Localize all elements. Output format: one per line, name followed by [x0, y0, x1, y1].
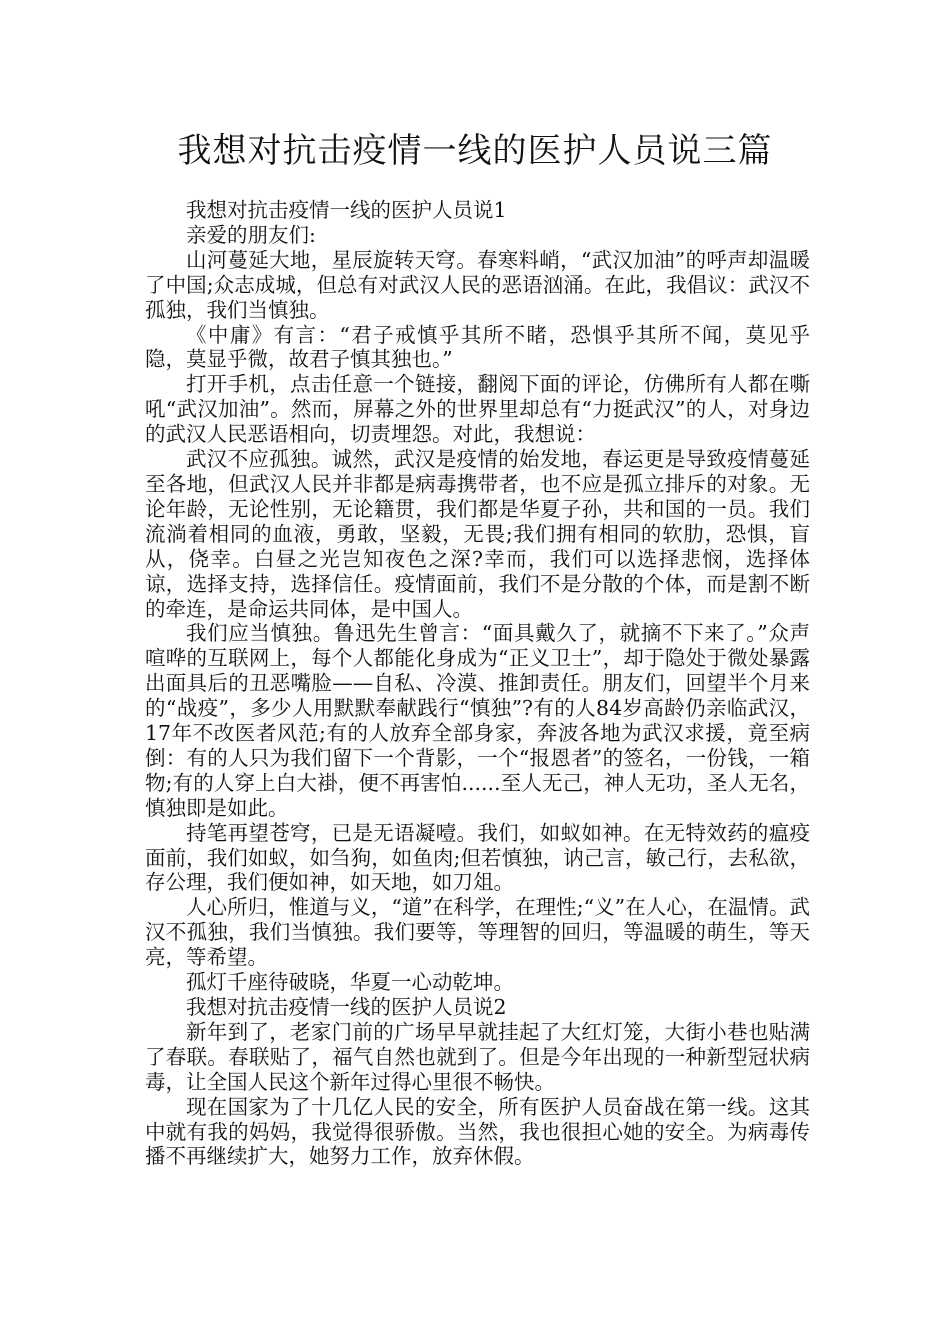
- body-paragraph: 武汉不应孤独。诚然，武汉是疫情的始发地，春运更是导致疫情蔓延至各地，但武汉人民并非都是病毒携带者，也不应是孤立排斥的对象。无论年龄，无论性别，无论籍贯，我们都是华夏子孙，共和国的一员。我们流淌着相同的血液，勇敢，坚毅，无畏;我们拥有相同的软肋，恐惧，盲从，侥幸。白昼之光岂知夜色之深?幸而，我们可以选择悲悯，选择体谅，选择支持，选择信任。疫情面前，我们不是分散的个体，而是割不断的牵连，是命运共同体，是中国人。: [145, 447, 810, 621]
- body-paragraph: 我们应当慎独。鲁迅先生曾言：“面具戴久了，就摘不下来了。”众声喧哗的互联网上，每个人都能化身成为“正义卫士”，却于隐处于微处暴露出面具后的丑恶嘴脸——自私、冷漠、推卸责任。朋友们，回望半个月来的“战疫”，多少人用默默奉献践行“慎独”?有的人84岁高龄仍亲临武汉，17年不改医者风范;有的人放弃全部身家，奔波各地为武汉求援，竟至病倒：有的人只为我们留下一个背影，一个“报恩者”的签名，一份钱，一箱物;有的人穿上白大褂，便不再害怕......至人无己，神人无功，圣人无名，慎独即是如此。: [145, 621, 810, 820]
- body-paragraph: 山河蔓延大地，星辰旋转天穹。春寒料峭，“武汉加油”的呼声却温暖了中国;众志成城，但总有对武汉人民的恶语汹涌。在此，我倡议：武汉不孤独，我们当慎独。: [145, 247, 810, 322]
- body-paragraph: 人心所归，惟道与义，“道”在科学，在理性;“义”在人心，在温情。武汉不孤独，我们当慎独。我们要等，等理智的回归，等温暖的萌生，等天亮，等希望。: [145, 895, 810, 970]
- body-paragraph: 打开手机，点击任意一个链接，翻阅下面的评论，仿佛所有人都在嘶吼“武汉加油”。然而，屏幕之外的世界里却总有“力挺武汉”的人，对身边的武汉人民恶语相向，切责埋怨。对此，我想说：: [145, 372, 810, 447]
- closing-couplet: 孤灯千座待破晓，华夏一心动乾坤。: [186, 970, 514, 995]
- body-paragraph: 《中庸》有言：“君子戒慎乎其所不睹，恐惧乎其所不闻，莫见乎隐，莫显乎微，故君子慎其独也。”: [145, 322, 810, 372]
- body-paragraph: 持笔再望苍穹，已是无语凝噎。我们，如蚁如神。在无特效药的瘟疫面前，我们如蚁，如刍狗，如鱼肉;但若慎独，讷己言，敏己行，去私欲，存公理，我们便如神，如天地，如刀俎。: [145, 820, 810, 895]
- section-heading-1: 我想对抗击疫情一线的医护人员说1: [186, 198, 507, 222]
- document-title: 我想对抗击疫情一线的医护人员说三篇: [177, 131, 773, 171]
- salutation: 亲爱的朋友们:: [186, 222, 316, 247]
- body-paragraph: 新年到了，老家门前的广场早早就挂起了大红灯笼，大街小巷也贴满了春联。春联贴了，福气自然也就到了。但是今年出现的一种新型冠状病毒，让全国人民这个新年过得心里很不畅快。: [145, 1019, 810, 1094]
- section-heading-2: 我想对抗击疫情一线的医护人员说2: [186, 995, 507, 1019]
- document-body: [145, 198, 810, 1169]
- body-paragraph: 现在国家为了十几亿人民的安全，所有医护人员奋战在第一线。这其中就有我的妈妈，我觉得很骄傲。当然，我也很担心她的安全。为病毒传播不再继续扩大，她努力工作，放弃休假。: [145, 1094, 810, 1169]
